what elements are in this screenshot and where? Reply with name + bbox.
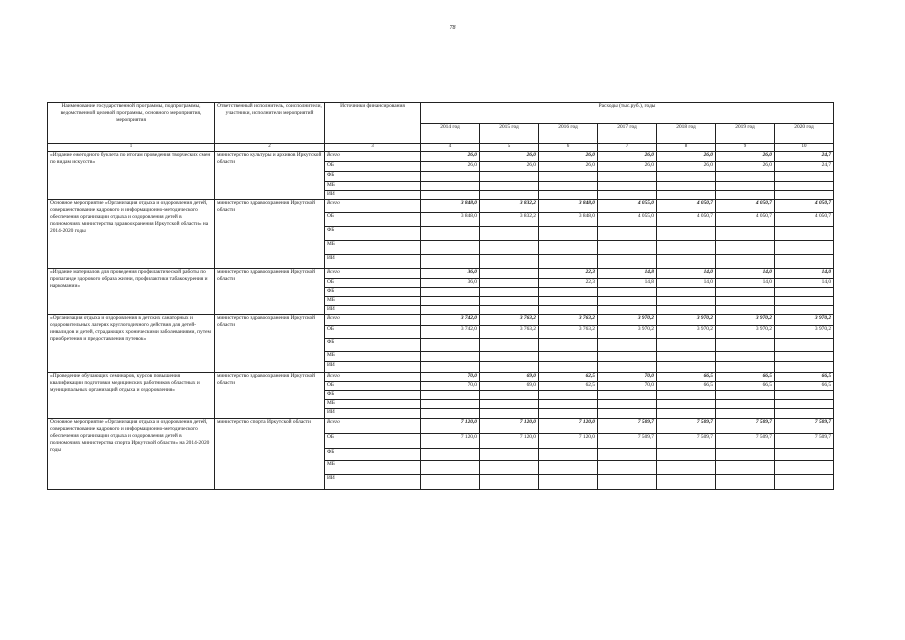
expense-value: 7 120,0	[539, 433, 598, 448]
page-number: 78	[449, 25, 456, 31]
expense-value: 69,0	[480, 381, 539, 390]
table-row	[48, 151, 834, 161]
expense-value	[480, 171, 539, 181]
expense-value: 7 509,7	[716, 433, 775, 448]
funding-source: Всего	[325, 418, 421, 433]
activity-name: «Издание материалов для проведения профилактической работы по пропаганде здорового образа жизни, профилактики табакокурения и наркомании»	[48, 268, 215, 314]
expense-value: 7 120,0	[421, 433, 480, 448]
header-year: 2016 год	[539, 124, 598, 144]
expense-value: 26,0	[539, 151, 598, 161]
expense-value: 24,7	[775, 151, 834, 161]
expense-value: 66,5	[716, 372, 775, 381]
funding-source: Всего	[325, 151, 421, 161]
expense-value	[716, 460, 775, 474]
expense-value: 7 509,7	[598, 418, 657, 433]
funding-source: Всего	[325, 314, 421, 325]
header-year: 2019 год	[716, 124, 775, 144]
expense-value	[657, 296, 716, 305]
expense-value	[480, 287, 539, 296]
executor: министерство здравоохранения Иркутской области	[215, 314, 325, 372]
expense-value	[421, 190, 480, 199]
expense-value	[421, 399, 480, 408]
expense-value	[480, 190, 539, 199]
expense-value	[539, 190, 598, 199]
expense-value	[598, 287, 657, 296]
expense-value	[598, 190, 657, 199]
expense-value: 14,0	[775, 268, 834, 278]
expense-value	[539, 296, 598, 305]
expense-value	[657, 240, 716, 254]
expense-value	[539, 460, 598, 474]
expense-value	[775, 181, 834, 190]
expense-value	[421, 361, 480, 372]
table-row	[48, 372, 834, 381]
expense-value	[598, 254, 657, 268]
table-row	[48, 199, 834, 212]
expense-value: 66,5	[716, 381, 775, 390]
expense-value: 3 832,2	[480, 199, 539, 212]
funding-source: ФБ	[325, 287, 421, 296]
expense-value	[716, 226, 775, 240]
expense-value: 7 509,7	[598, 433, 657, 448]
expense-value	[775, 254, 834, 268]
expense-value	[480, 408, 539, 418]
expense-value	[598, 408, 657, 418]
funding-source: ОБ	[325, 278, 421, 287]
expense-value	[775, 448, 834, 460]
expense-value	[421, 226, 480, 240]
expense-value	[421, 296, 480, 305]
expense-value	[598, 474, 657, 489]
expense-value	[598, 305, 657, 314]
expense-value	[539, 305, 598, 314]
expense-value	[657, 338, 716, 351]
expense-value	[775, 408, 834, 418]
expense-value	[598, 181, 657, 190]
expense-value: 66,5	[657, 372, 716, 381]
funding-source: ФБ	[325, 171, 421, 181]
expense-value	[657, 181, 716, 190]
expense-value: 3 970,2	[598, 325, 657, 338]
expense-value: 22,3	[539, 278, 598, 287]
expense-value	[539, 171, 598, 181]
expense-value: 7 120,0	[421, 418, 480, 433]
column-number: 5	[480, 144, 539, 152]
funding-source: ОБ	[325, 381, 421, 390]
expense-value	[598, 399, 657, 408]
expense-value	[775, 351, 834, 361]
expense-value	[539, 254, 598, 268]
expense-value	[598, 240, 657, 254]
expense-value: 26,0	[598, 161, 657, 171]
expense-value	[539, 474, 598, 489]
expense-value: 3 763,2	[539, 314, 598, 325]
table-row	[48, 268, 834, 278]
column-number: 2	[215, 144, 325, 152]
activity-name: «Организация отдыха и оздоровления в детских санаторных и оздоровительных лагерях круглогодичного действия для детей-инвалидов и детей, страдающих хроническими заболеваниями, путем приобретения и предоставления путевок»	[48, 314, 215, 372]
expense-value	[480, 399, 539, 408]
expense-value: 7 509,7	[657, 433, 716, 448]
expense-value	[539, 226, 598, 240]
header-executor: Ответственный исполнитель, соисполнители, участники, исполнители мероприятий	[215, 103, 325, 144]
expense-value: 24,7	[775, 161, 834, 171]
expense-value	[775, 460, 834, 474]
expense-value: 3 742,0	[421, 325, 480, 338]
funding-source: ИИ	[325, 408, 421, 418]
expense-value: 22,3	[539, 268, 598, 278]
expense-value	[421, 305, 480, 314]
table-body	[48, 151, 834, 489]
table-row	[48, 314, 834, 325]
expense-value: 4 050,7	[657, 199, 716, 212]
header-year: 2018 год	[657, 124, 716, 144]
column-number: 8	[657, 144, 716, 152]
expense-value: 3 970,2	[775, 325, 834, 338]
expense-value: 66,5	[775, 372, 834, 381]
expense-value: 7 509,7	[775, 418, 834, 433]
funding-source: Всего	[325, 199, 421, 212]
column-number: 9	[716, 144, 775, 152]
expense-value	[480, 361, 539, 372]
expense-value	[716, 296, 775, 305]
table-header	[48, 103, 834, 152]
expense-value: 14,0	[716, 268, 775, 278]
expense-value	[480, 338, 539, 351]
expense-value	[598, 351, 657, 361]
expense-value	[775, 171, 834, 181]
expense-value	[480, 181, 539, 190]
expense-value	[775, 287, 834, 296]
expense-value	[421, 254, 480, 268]
expense-value	[480, 390, 539, 399]
expense-value	[716, 361, 775, 372]
expense-value: 4 050,7	[775, 212, 834, 226]
expense-value: 3 763,2	[480, 325, 539, 338]
expense-value: 3 763,2	[480, 314, 539, 325]
expense-value	[539, 390, 598, 399]
expense-value: 7 120,0	[480, 433, 539, 448]
expense-value	[480, 278, 539, 287]
expense-value	[775, 338, 834, 351]
expense-value: 3 848,0	[421, 212, 480, 226]
expense-value	[716, 474, 775, 489]
expense-value	[657, 474, 716, 489]
expense-value: 26,0	[598, 151, 657, 161]
expense-value	[480, 254, 539, 268]
expense-value: 26,0	[716, 161, 775, 171]
funding-source: МБ	[325, 460, 421, 474]
expense-value	[539, 338, 598, 351]
column-number: 3	[325, 144, 421, 152]
column-number-row	[48, 144, 834, 152]
expense-value	[539, 399, 598, 408]
executor: министерство здравоохранения Иркутской области	[215, 268, 325, 314]
executor: министерство культуры и архивов Иркутской области	[215, 151, 325, 199]
expense-value	[657, 390, 716, 399]
funding-source: ОБ	[325, 161, 421, 171]
expense-value: 14,0	[716, 278, 775, 287]
expense-value: 7 509,7	[716, 418, 775, 433]
budget-table	[47, 102, 834, 490]
expense-value	[716, 399, 775, 408]
column-number: 7	[598, 144, 657, 152]
expense-value: 3 970,2	[598, 314, 657, 325]
expense-value	[775, 305, 834, 314]
expense-value	[657, 254, 716, 268]
expense-value: 26,0	[657, 151, 716, 161]
expense-value: 3 763,2	[539, 325, 598, 338]
expense-value	[716, 390, 775, 399]
expense-value: 14,0	[775, 278, 834, 287]
expense-value	[539, 448, 598, 460]
expense-value: 4 050,7	[716, 199, 775, 212]
funding-source: ФБ	[325, 448, 421, 460]
expense-value: 4 050,7	[657, 212, 716, 226]
expense-value	[657, 287, 716, 296]
expense-value: 14,0	[657, 268, 716, 278]
expense-value: 26,0	[480, 151, 539, 161]
expense-value: 26,0	[421, 161, 480, 171]
expense-value: 66,5	[775, 381, 834, 390]
funding-source: ОБ	[325, 325, 421, 338]
activity-name: «Проведение обучающих семинаров, курсов повышения квалификации подготовки медицинских работников областных и муниципальных организаций отдыха и оздоровления»	[48, 372, 215, 418]
funding-source: МБ	[325, 181, 421, 190]
expense-value: 4 055,0	[598, 212, 657, 226]
expense-value: 69,0	[480, 372, 539, 381]
expense-value	[539, 287, 598, 296]
expense-value	[421, 240, 480, 254]
header-expenses: Расходы (тыс.руб.), годы	[421, 103, 834, 124]
column-number: 6	[539, 144, 598, 152]
expense-value	[539, 240, 598, 254]
executor: министерство здравоохранения Иркутской области	[215, 372, 325, 418]
expense-value: 36,0	[421, 268, 480, 278]
expense-value: 3 970,2	[716, 314, 775, 325]
funding-source: ФБ	[325, 338, 421, 351]
expense-value	[539, 181, 598, 190]
expense-value: 14,0	[657, 278, 716, 287]
expense-value	[421, 338, 480, 351]
expense-value	[480, 296, 539, 305]
expense-value	[598, 361, 657, 372]
expense-value: 3 848,0	[421, 199, 480, 212]
expense-value	[539, 361, 598, 372]
expense-value: 7 120,0	[480, 418, 539, 433]
header-year: 2017 год	[598, 124, 657, 144]
activity-name: Основное мероприятие «Организация отдыха и оздоровления детей, совершенствование кадрового и информационно-методического обеспечения организации отдыха и оздоровления детей в полномочиях министерства здравоохранения Иркутской области» на 2014-2020 годы	[48, 199, 215, 268]
expense-value: 3 848,0	[539, 199, 598, 212]
expense-value: 3 970,2	[657, 314, 716, 325]
expense-value	[421, 351, 480, 361]
funding-source: ОБ	[325, 433, 421, 448]
expense-value	[775, 190, 834, 199]
expense-value: 3 970,2	[657, 325, 716, 338]
column-number: 1	[48, 144, 215, 152]
expense-value: 26,0	[657, 161, 716, 171]
expense-value	[716, 181, 775, 190]
expense-value	[657, 190, 716, 199]
expense-value	[421, 408, 480, 418]
expense-value	[775, 226, 834, 240]
expense-value	[421, 474, 480, 489]
expense-value: 26,0	[480, 161, 539, 171]
table-row	[48, 418, 834, 433]
expense-value	[657, 171, 716, 181]
expense-value	[480, 240, 539, 254]
expense-value	[775, 240, 834, 254]
expense-value	[598, 338, 657, 351]
funding-source: ОБ	[325, 212, 421, 226]
expense-value	[539, 408, 598, 418]
expense-value	[657, 361, 716, 372]
expense-value	[598, 390, 657, 399]
expense-value: 66,5	[657, 381, 716, 390]
expense-value	[421, 181, 480, 190]
expense-value	[480, 448, 539, 460]
expense-value	[716, 408, 775, 418]
expense-value	[421, 171, 480, 181]
expense-value	[716, 254, 775, 268]
expense-value	[716, 351, 775, 361]
expense-value	[657, 226, 716, 240]
expense-value	[480, 474, 539, 489]
expense-value	[598, 296, 657, 305]
expense-value	[657, 305, 716, 314]
funding-source: ИИ	[325, 361, 421, 372]
expense-value: 4 050,7	[716, 212, 775, 226]
funding-source: ИИ	[325, 190, 421, 199]
funding-source: ИИ	[325, 305, 421, 314]
expense-value	[480, 305, 539, 314]
expense-value: 7 120,0	[539, 418, 598, 433]
expense-value	[657, 351, 716, 361]
expense-value	[598, 171, 657, 181]
activity-name: «Издание ежегодного буклета по итогам проведения творческих смен по видам искусств»	[48, 151, 215, 199]
expense-value	[421, 460, 480, 474]
expense-value: 3 970,2	[775, 314, 834, 325]
expense-value: 36,0	[421, 278, 480, 287]
expense-value	[716, 287, 775, 296]
expense-value: 7 509,7	[775, 433, 834, 448]
header-year: 2015 год	[480, 124, 539, 144]
expense-value	[421, 287, 480, 296]
expense-value	[716, 305, 775, 314]
expense-value	[598, 226, 657, 240]
expense-value: 3 848,0	[539, 212, 598, 226]
expense-value	[539, 351, 598, 361]
expense-value	[480, 268, 539, 278]
expense-value	[775, 399, 834, 408]
expense-value: 70,0	[421, 372, 480, 381]
expense-value	[657, 448, 716, 460]
expense-value: 14,8	[598, 268, 657, 278]
expense-value	[775, 390, 834, 399]
funding-source: МБ	[325, 351, 421, 361]
expense-value: 14,8	[598, 278, 657, 287]
expense-value: 4 055,0	[598, 199, 657, 212]
funding-source: Всего	[325, 268, 421, 278]
expense-value	[480, 226, 539, 240]
expense-value	[657, 399, 716, 408]
expense-value: 26,0	[539, 161, 598, 171]
expense-value	[716, 448, 775, 460]
expense-value: 70,0	[421, 381, 480, 390]
executor: министерство здравоохранения Иркутской области	[215, 199, 325, 268]
expense-value	[775, 296, 834, 305]
funding-source: МБ	[325, 240, 421, 254]
expense-value: 3 742,0	[421, 314, 480, 325]
expense-value: 26,0	[421, 151, 480, 161]
funding-source: ФБ	[325, 390, 421, 399]
column-number: 10	[775, 144, 834, 152]
header-source: Источники финансирования	[325, 103, 421, 144]
expense-value: 4 050,7	[775, 199, 834, 212]
expense-value	[480, 460, 539, 474]
header-year: 2020 год	[775, 124, 834, 144]
funding-source: ФБ	[325, 226, 421, 240]
expense-value	[598, 448, 657, 460]
expense-value	[421, 390, 480, 399]
expense-value: 3 832,2	[480, 212, 539, 226]
funding-source: МБ	[325, 399, 421, 408]
expense-value	[657, 460, 716, 474]
header-year: 2014 год	[421, 124, 480, 144]
funding-source: Всего	[325, 372, 421, 381]
expense-value	[421, 448, 480, 460]
expense-value: 70,0	[598, 372, 657, 381]
expense-value	[657, 408, 716, 418]
expense-value: 7 509,7	[657, 418, 716, 433]
expense-value: 3 970,2	[716, 325, 775, 338]
funding-source: МБ	[325, 296, 421, 305]
expense-value	[716, 190, 775, 199]
activity-name: Основное мероприятие «Организация отдыха и оздоровления детей, совершенствование кадрового и информационно-методического обеспечения организации отдыха и оздоровления детей в полномочиях министерства спорта Иркутской области» на 2014-2020 годы	[48, 418, 215, 489]
expense-value: 70,0	[598, 381, 657, 390]
expense-value	[775, 361, 834, 372]
expense-value: 62,5	[539, 381, 598, 390]
executor: министерство спорта Иркутской области	[215, 418, 325, 489]
expense-value	[775, 474, 834, 489]
expense-value: 62,5	[539, 372, 598, 381]
funding-source: ИИ	[325, 474, 421, 489]
column-number: 4	[421, 144, 480, 152]
funding-source: ИИ	[325, 254, 421, 268]
expense-value	[598, 460, 657, 474]
expense-value	[716, 240, 775, 254]
expense-value	[716, 171, 775, 181]
expense-value	[716, 338, 775, 351]
expense-value: 26,0	[716, 151, 775, 161]
expense-value	[480, 351, 539, 361]
header-name: Наименование государственной программы, подпрограммы, ведомственной целевой программы, основного мероприятия, мероприятия	[48, 103, 215, 144]
